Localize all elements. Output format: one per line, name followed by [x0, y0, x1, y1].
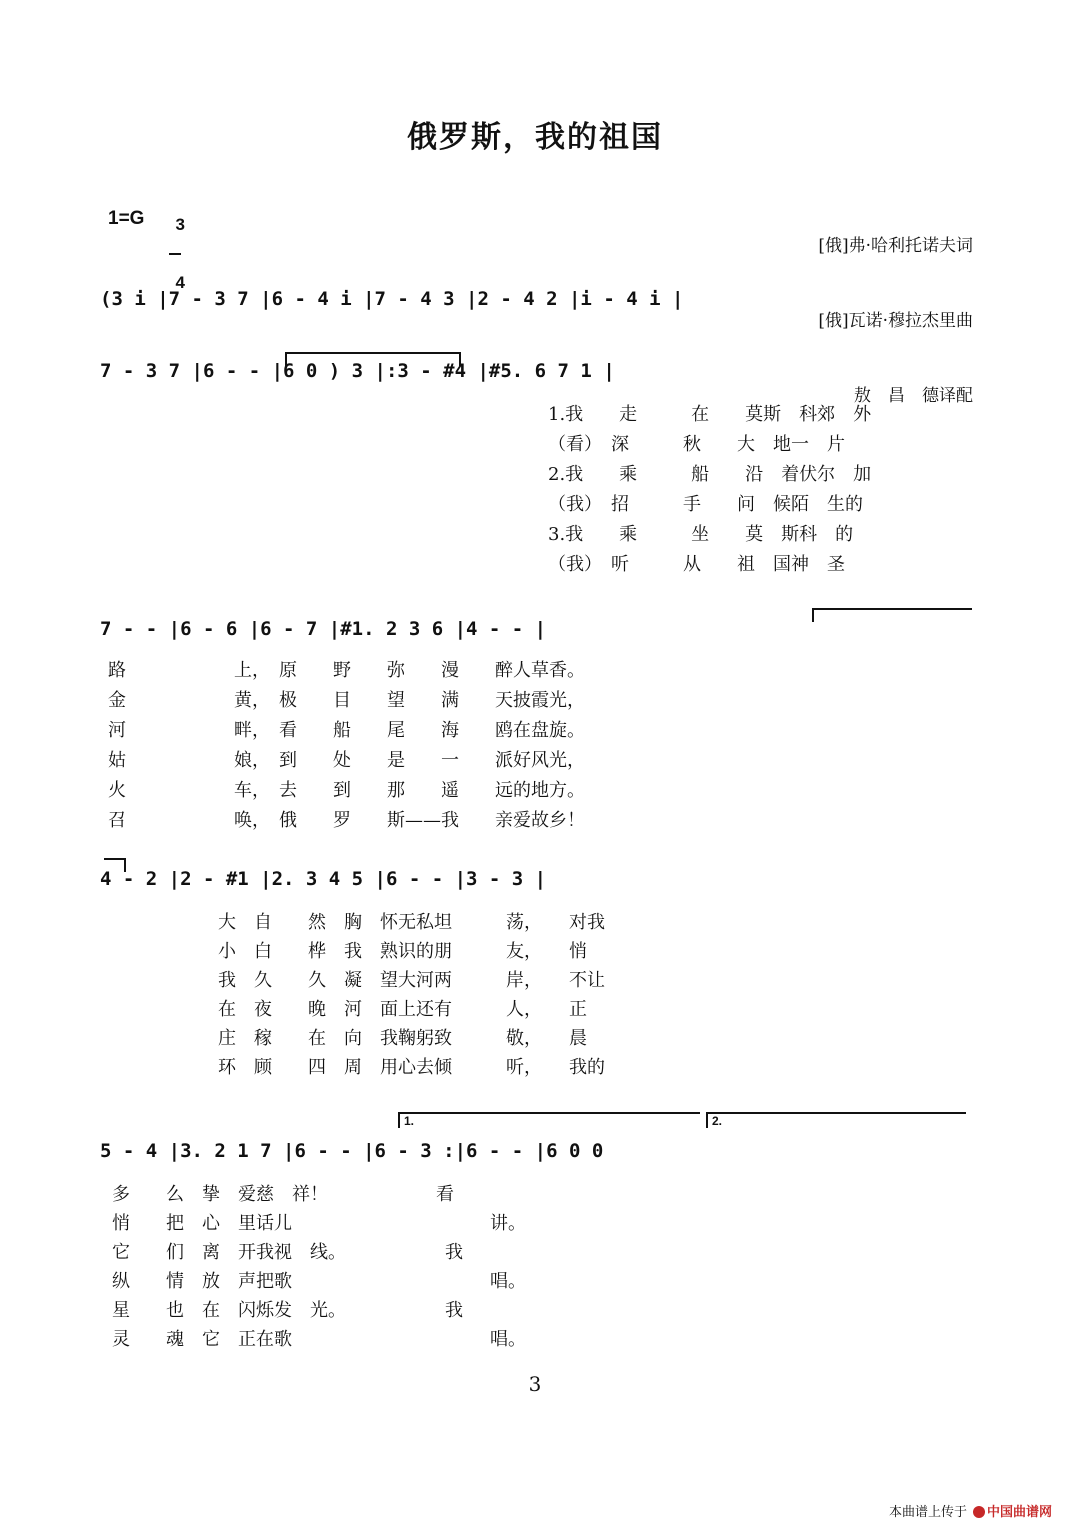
- lyric-line: 星 也 在 闪烁发 光。 我: [112, 1300, 463, 1321]
- lyric-line: 1.我 走 在 莫斯 科郊 外: [548, 404, 872, 425]
- lyric-line: 环 顾 四 周 用心去倾 听， 我的: [218, 1057, 605, 1078]
- lyrics-block-3: [0, 908, 1070, 1078]
- lyric-line: 火 车， 去 到 那 遥 远的地方。: [108, 780, 585, 801]
- composer-credit: [俄]瓦诺·穆拉杰里曲: [818, 311, 973, 331]
- lyric-line: 姑 娘， 到 处 是 一 派好风光，: [108, 750, 585, 771]
- lyric-line: 河 畔， 看 船 尾 海 鸥在盘旋。: [108, 720, 585, 741]
- site-logo-icon: [973, 1506, 985, 1518]
- footer-text: 本曲谱上传于: [888, 1504, 967, 1519]
- score-notes: (3 i |7 - 3 7 |6 - 4 i |7 - 4 3 |2 - 4 2 |i - 4 i |: [100, 288, 684, 310]
- lyric-line: 它 们 离 开我视 线。 我: [112, 1242, 463, 1263]
- tie-mark: [104, 858, 126, 872]
- score-line-5: [0, 1130, 1070, 1170]
- score-line-2: [0, 350, 1070, 390]
- footer-site-link[interactable]: 中国曲谱网: [986, 1504, 1052, 1519]
- lyric-line: 小 白 桦 我 熟识的朋 友， 悄: [218, 941, 587, 962]
- lyrics-block-1: [0, 400, 1070, 575]
- lyric-line: 悄 把 心 里话儿 讲。: [112, 1213, 526, 1234]
- second-ending-label: 2.: [712, 1114, 723, 1128]
- lyrics-block-4: [0, 1180, 1070, 1350]
- lyric-line: 召 唤， 俄 罗 斯——我 亲爱故乡！: [108, 810, 585, 831]
- lyric-line: （我） 听 从 祖 国神 圣: [548, 554, 845, 575]
- translator-credit: 敖 昌 德译配: [854, 386, 973, 406]
- footer-watermark: [882, 1486, 1052, 1520]
- score-notes: 4 - 2 |2 - #1 |2. 3 4 5 |6 - - |3 - 3 |: [100, 868, 547, 890]
- lyric-line: （我） 招 手 问 候陌 生的: [548, 494, 863, 515]
- score-notes: 7 - - |6 - 6 |6 - 7 |#1. 2 3 6 |4 - - |: [100, 618, 547, 640]
- page-number: 3: [528, 1372, 542, 1396]
- lyric-line: 路 上， 原 野 弥 漫 醉人草香。: [108, 660, 585, 681]
- score-notes: 5 - 4 |3. 2 1 7 |6 - - |6 - 3 :|6 - - |6 0 0: [100, 1140, 604, 1162]
- lyric-line: （看） 深 秋 大 地一 片: [548, 434, 845, 455]
- score-line-1: [0, 278, 1070, 318]
- lyrics-block-2: [0, 656, 1070, 831]
- time-signature-top: 3: [175, 215, 185, 234]
- tie-mark: [812, 608, 972, 622]
- key-signature: 1=G: [108, 208, 145, 229]
- lyric-line: 庄 稼 在 向 我鞠躬致 敬， 晨: [218, 1028, 587, 1049]
- lyric-line: 灵 魂 它 正在歌 唱。: [112, 1329, 526, 1350]
- lyric-line: 多 么 挚 爱慈 祥！ 看: [112, 1184, 454, 1205]
- lyric-line: 纵 情 放 声把歌 唱。: [112, 1271, 526, 1292]
- score-line-4: [0, 858, 1070, 898]
- lyric-line: 2.我 乘 船 沿 着伏尔 加: [548, 464, 872, 485]
- lyric-line: 大 自 然 胸 怀无私坦 荡， 对我: [218, 912, 605, 933]
- first-ending-label: 1.: [404, 1114, 415, 1128]
- time-signature-bottom: 4: [175, 273, 185, 292]
- score-line-3: [0, 608, 1070, 648]
- time-signature-line: [169, 253, 181, 255]
- score-notes: 7 - 3 7 |6 - - |6 0 ) 3 |:3 - #4 |#5. 6 7 1 |: [100, 360, 615, 382]
- first-ending-bracket: [398, 1112, 700, 1128]
- lyric-line: 在 夜 晚 河 面上还有 人， 正: [218, 999, 587, 1020]
- tie-mark: [285, 352, 461, 366]
- lyric-line: 金 黄， 极 目 望 满 天披霞光，: [108, 690, 585, 711]
- lyric-line: 3.我 乘 坐 莫 斯科 的: [548, 524, 854, 545]
- lyricist-credit: [俄]弗·哈利托诺夫词: [818, 236, 973, 256]
- song-title: 俄罗斯，我的祖国: [407, 120, 663, 155]
- lyric-line: 我 久 久 凝 望大河两 岸， 不让: [218, 970, 605, 991]
- second-ending-bracket: [706, 1112, 966, 1128]
